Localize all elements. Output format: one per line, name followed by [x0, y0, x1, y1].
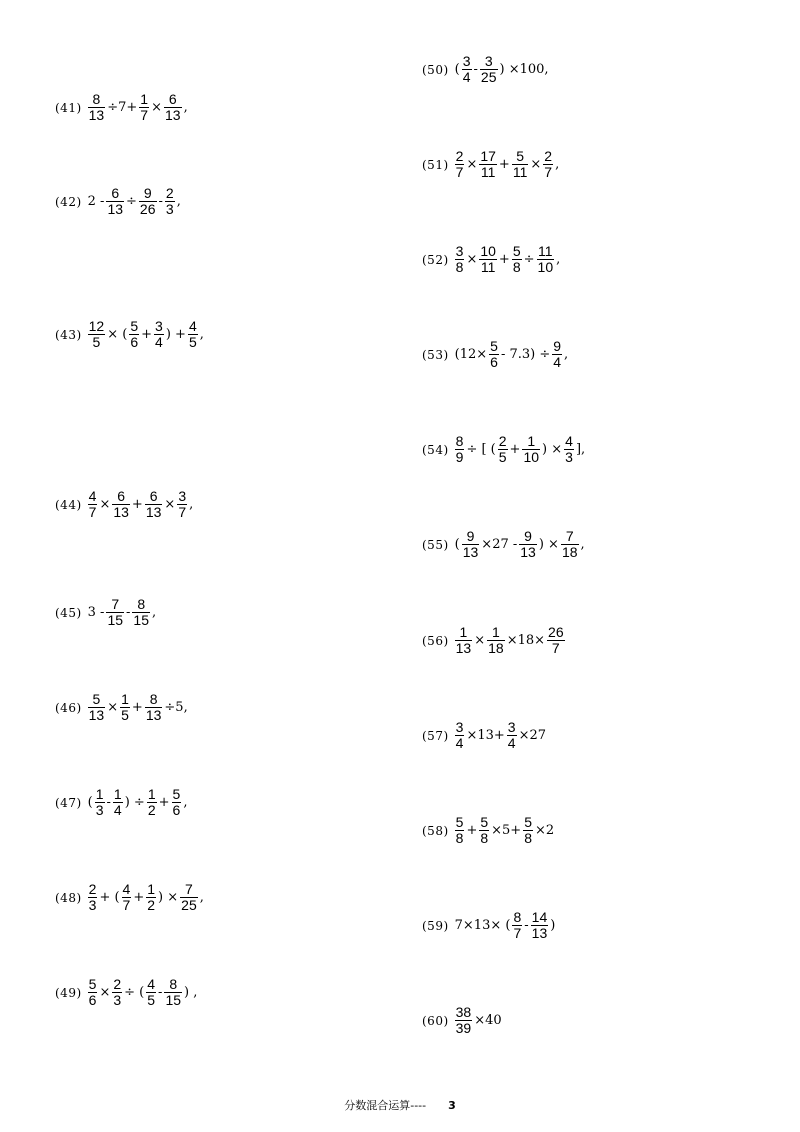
expression-text: ,	[199, 327, 204, 342]
expression-text: ×	[530, 157, 542, 172]
expression-text: -	[126, 605, 131, 620]
problem-58	[422, 815, 555, 846]
numerator: 8	[169, 976, 178, 992]
fraction	[112, 977, 122, 1008]
denominator: 13	[462, 544, 479, 560]
expression-text: ÷7+	[107, 100, 138, 115]
denominator: 15	[133, 612, 149, 628]
denominator: 3	[565, 449, 573, 465]
expression-text: (	[87, 795, 93, 810]
expression-text: -	[158, 194, 163, 209]
expression-text: ×13+	[466, 728, 505, 743]
fraction	[479, 149, 497, 180]
denominator: 10	[523, 449, 540, 465]
expression-text: ×2	[535, 823, 555, 838]
fraction	[519, 529, 537, 560]
problem-number: (57)	[422, 728, 449, 743]
numerator: 2	[544, 148, 553, 164]
fraction	[561, 529, 579, 560]
denominator: 7	[544, 164, 553, 180]
fraction	[512, 910, 522, 941]
fraction	[512, 149, 529, 180]
denominator: 4	[553, 354, 562, 370]
fraction	[531, 910, 549, 941]
fraction	[455, 720, 465, 751]
denominator: 7	[455, 164, 464, 180]
numerator: 5	[92, 691, 101, 707]
expression-text: ,	[556, 252, 561, 267]
denominator: 8	[455, 259, 464, 275]
denominator: 5	[147, 992, 156, 1008]
numerator: 4	[565, 433, 573, 449]
denominator: 25	[181, 897, 197, 913]
denominator: 3	[88, 897, 97, 913]
expression-text: -	[106, 795, 111, 810]
expression-text: ,	[564, 347, 569, 362]
fraction	[455, 434, 465, 465]
expression-text: ×18×	[506, 633, 546, 648]
denominator: 8	[512, 259, 521, 275]
fraction	[564, 434, 574, 465]
problem-number: (46)	[55, 700, 82, 715]
expression-text: ) ×100,	[499, 62, 549, 77]
numerator: 6	[117, 488, 126, 504]
fraction	[498, 434, 508, 465]
page-footer	[0, 1097, 800, 1113]
problem-52	[422, 244, 561, 275]
expression-text: ,	[555, 157, 560, 172]
fraction	[88, 319, 106, 350]
expression-text: ×	[474, 633, 486, 648]
expression-text: ) ×	[538, 537, 559, 552]
fraction	[112, 489, 130, 520]
numerator: 3	[484, 53, 493, 69]
expression-text: +	[509, 442, 521, 457]
problem-51	[422, 149, 560, 180]
fraction	[455, 625, 473, 656]
expression-text: ) ×	[542, 442, 563, 457]
expression-text: ÷ [ (	[466, 442, 496, 457]
problem-45	[55, 597, 157, 628]
expression-text: - 7.3) ÷	[500, 347, 551, 362]
fraction	[522, 434, 540, 465]
numerator: 2	[113, 976, 122, 992]
expression-text: (	[454, 537, 460, 552]
expression-text: ×	[151, 100, 162, 115]
problem-number: (43)	[55, 327, 82, 342]
problem-number: (54)	[422, 442, 449, 457]
fraction	[552, 339, 562, 370]
denominator: 3	[165, 201, 174, 217]
expression-text: ×5+	[491, 823, 522, 838]
page-number: 3	[448, 1099, 456, 1112]
numerator: 2	[88, 881, 97, 897]
footer-title: 分数混合运算----	[344, 1099, 427, 1112]
numerator: 5	[480, 814, 489, 830]
problem-42	[55, 186, 182, 217]
numerator: 4	[122, 881, 131, 897]
numerator: 2	[455, 148, 464, 164]
numerator: 4	[88, 488, 97, 504]
problem-56	[422, 625, 566, 656]
fraction	[180, 882, 198, 913]
problem-number: (52)	[422, 252, 449, 267]
fraction	[146, 882, 156, 913]
denominator: 3	[113, 992, 122, 1008]
numerator: 1	[527, 433, 536, 449]
expression-text: × (	[107, 327, 128, 342]
fraction	[455, 1005, 473, 1036]
numerator: 3	[462, 53, 471, 69]
denominator: 4	[113, 802, 122, 818]
expression-text: ,	[183, 795, 188, 810]
numerator: 4	[147, 976, 156, 992]
denominator: 6	[88, 992, 97, 1008]
numerator: 3	[455, 243, 464, 259]
expression-text: ×	[466, 157, 478, 172]
fraction	[145, 489, 163, 520]
problem-57	[422, 720, 547, 751]
fraction	[547, 625, 565, 656]
numerator: 8	[92, 91, 101, 107]
fraction	[95, 787, 105, 818]
denominator: 13	[113, 504, 129, 520]
problem-41	[55, 92, 189, 123]
denominator: 11	[480, 259, 496, 275]
numerator: 5	[88, 976, 97, 992]
problem-60	[422, 1005, 503, 1036]
numerator: 2	[498, 433, 507, 449]
denominator: 5	[498, 449, 507, 465]
denominator: 6	[172, 802, 181, 818]
fraction	[120, 692, 130, 723]
denominator: 18	[488, 640, 504, 656]
denominator: 13	[107, 201, 124, 217]
expression-text: ,	[199, 890, 204, 905]
problem-number: (59)	[422, 918, 449, 933]
fraction	[512, 244, 522, 275]
numerator: 5	[490, 338, 498, 354]
denominator: 8	[524, 830, 532, 846]
problem-53	[422, 339, 569, 370]
fraction	[479, 244, 497, 275]
expression-text: ÷	[126, 194, 137, 209]
expression-text: ,	[152, 605, 157, 620]
numerator: 1	[140, 91, 149, 107]
fraction	[113, 787, 123, 818]
denominator: 6	[130, 334, 139, 350]
fraction	[523, 815, 533, 846]
problem-44	[55, 489, 194, 520]
expression-text: ,	[580, 537, 585, 552]
denominator: 13	[145, 707, 162, 723]
numerator: 12	[88, 318, 105, 334]
numerator: 1	[95, 786, 104, 802]
problem-55	[422, 529, 586, 560]
numerator: 1	[121, 691, 129, 707]
expression-text: +	[131, 700, 143, 715]
expression-text: ×	[466, 252, 478, 267]
expression-text: -	[473, 62, 478, 77]
expression-text: ) +	[165, 327, 186, 342]
numerator: 8	[137, 596, 146, 612]
problem-48	[55, 882, 205, 913]
fraction	[455, 244, 465, 275]
fraction	[106, 597, 124, 628]
denominator: 13	[88, 107, 105, 123]
numerator: 9	[524, 528, 532, 544]
denominator: 5	[92, 334, 101, 350]
problem-number: (50)	[422, 62, 449, 77]
denominator: 5	[121, 707, 129, 723]
fraction	[172, 787, 182, 818]
denominator: 39	[455, 1020, 472, 1036]
problem-number: (47)	[55, 795, 82, 810]
fraction	[88, 977, 98, 1008]
numerator: 5	[455, 814, 464, 830]
denominator: 2	[147, 897, 156, 913]
numerator: 11	[538, 243, 553, 259]
expression-text: ÷5,	[164, 700, 188, 715]
denominator: 13	[164, 107, 181, 123]
fraction	[154, 319, 164, 350]
fraction	[106, 186, 124, 217]
fraction	[489, 339, 499, 370]
numerator: 10	[480, 243, 496, 259]
expression-text: (12×	[454, 347, 488, 362]
problem-54	[422, 434, 586, 465]
numerator: 1	[492, 624, 500, 640]
numerator: 3	[178, 488, 187, 504]
fraction	[480, 54, 498, 85]
expression-text: +	[498, 157, 510, 172]
denominator: 7	[178, 504, 187, 520]
denominator: 5	[188, 334, 197, 350]
fraction	[164, 977, 182, 1008]
numerator: 1	[147, 881, 156, 897]
numerator: 1	[113, 786, 122, 802]
problem-49	[55, 977, 198, 1008]
numerator: 3	[155, 318, 163, 334]
expression-text: ,	[183, 100, 188, 115]
expression-text: +	[498, 252, 510, 267]
fraction	[543, 149, 553, 180]
problem-50	[422, 54, 550, 85]
numerator: 2	[165, 185, 174, 201]
fraction	[122, 882, 132, 913]
expression-text: ,	[176, 194, 181, 209]
problem-number: (48)	[55, 890, 82, 905]
expression-text: ],	[575, 442, 586, 457]
denominator: 7	[140, 107, 149, 123]
denominator: 11	[480, 164, 496, 180]
numerator: 8	[455, 433, 464, 449]
numerator: 3	[507, 719, 516, 735]
expression-text: +	[133, 890, 145, 905]
denominator: 13	[455, 640, 472, 656]
expression-text: ×	[99, 985, 111, 1000]
expression-text: ) ,	[184, 985, 198, 1000]
problem-number: (45)	[55, 605, 82, 620]
denominator: 15	[107, 612, 124, 628]
denominator: 13	[145, 504, 162, 520]
denominator: 26	[139, 201, 156, 217]
numerator: 6	[149, 488, 158, 504]
numerator: 9	[466, 528, 475, 544]
denominator: 9	[455, 449, 464, 465]
expression-text: -	[524, 918, 529, 933]
expression-text: ×	[99, 497, 111, 512]
expression-text: ) ÷	[124, 795, 145, 810]
fraction	[88, 92, 106, 123]
numerator: 5	[516, 148, 524, 164]
denominator: 4	[462, 69, 471, 85]
fraction	[139, 186, 157, 217]
denominator: 4	[507, 735, 516, 751]
expression-text: ×27	[518, 728, 546, 743]
problem-46	[55, 692, 189, 723]
denominator: 7	[551, 640, 560, 656]
expression-text: 7×13× (	[454, 918, 511, 933]
expression-text: +	[131, 497, 143, 512]
expression-text: ×40	[474, 1013, 502, 1028]
problem-number: (53)	[422, 347, 449, 362]
denominator: 15	[165, 992, 182, 1008]
problem-number: (56)	[422, 633, 449, 648]
numerator: 6	[111, 185, 120, 201]
denominator: 3	[95, 802, 104, 818]
numerator: 5	[524, 814, 532, 830]
fraction	[132, 597, 150, 628]
fraction	[88, 882, 98, 913]
expression-text: ÷	[523, 252, 535, 267]
denominator: 2	[147, 802, 156, 818]
problem-number: (49)	[55, 985, 82, 1000]
fraction	[462, 529, 480, 560]
expression-text: -	[158, 985, 163, 1000]
denominator: 7	[88, 504, 97, 520]
expression-text: ,	[189, 497, 194, 512]
numerator: 8	[513, 909, 522, 925]
numerator: 17	[480, 148, 496, 164]
denominator: 13	[88, 707, 105, 723]
fraction	[177, 489, 187, 520]
expression-text: ×	[164, 497, 176, 512]
problem-number: (51)	[422, 157, 449, 172]
numerator: 7	[111, 596, 120, 612]
denominator: 8	[480, 830, 489, 846]
denominator: 11	[512, 164, 528, 180]
problem-number: (55)	[422, 537, 449, 552]
fraction	[164, 92, 182, 123]
fraction	[462, 54, 472, 85]
fraction	[146, 977, 156, 1008]
denominator: 7	[513, 925, 522, 941]
denominator: 18	[561, 544, 578, 560]
numerator: 5	[130, 318, 139, 334]
denominator: 6	[490, 354, 498, 370]
fraction	[455, 149, 465, 180]
expression-text: 2 -	[87, 194, 105, 209]
fraction	[88, 489, 98, 520]
fraction	[507, 720, 517, 751]
numerator: 6	[168, 91, 177, 107]
numerator: 1	[147, 786, 156, 802]
problem-59	[422, 910, 556, 941]
numerator: 26	[548, 624, 564, 640]
numerator: 7	[565, 528, 574, 544]
problem-number: (58)	[422, 823, 449, 838]
numerator: 38	[455, 1004, 472, 1020]
expression-text: +	[158, 795, 170, 810]
expression-text: +	[466, 823, 478, 838]
denominator: 10	[537, 259, 554, 275]
fraction	[88, 692, 106, 723]
expression-text: 3 -	[87, 605, 105, 620]
denominator: 4	[155, 334, 163, 350]
problem-number: (41)	[55, 100, 82, 115]
fraction	[487, 625, 505, 656]
problem-number: (44)	[55, 497, 82, 512]
denominator: 7	[122, 897, 131, 913]
numerator: 7	[185, 881, 193, 897]
numerator: 4	[188, 318, 197, 334]
denominator: 13	[531, 925, 548, 941]
fraction	[165, 186, 175, 217]
expression-text: ×27 -	[481, 537, 518, 552]
numerator: 5	[512, 243, 521, 259]
problem-47	[55, 787, 188, 818]
problem-number: (60)	[422, 1013, 449, 1028]
denominator: 13	[520, 544, 536, 560]
denominator: 25	[480, 69, 497, 85]
denominator: 4	[455, 735, 464, 751]
problem-43	[55, 319, 205, 350]
numerator: 3	[455, 719, 464, 735]
expression-text: ÷ (	[124, 985, 145, 1000]
fraction	[537, 244, 555, 275]
numerator: 9	[143, 185, 152, 201]
numerator: 9	[553, 338, 562, 354]
fraction	[145, 692, 163, 723]
numerator: 1	[459, 624, 468, 640]
fraction	[455, 815, 465, 846]
denominator: 8	[455, 830, 464, 846]
fraction	[479, 815, 489, 846]
expression-text: ×	[107, 700, 119, 715]
fraction	[139, 92, 149, 123]
fraction	[188, 319, 198, 350]
expression-text: +	[141, 327, 153, 342]
expression-text: )	[550, 918, 556, 933]
numerator: 8	[149, 691, 158, 707]
expression-text: (	[454, 62, 460, 77]
numerator: 14	[531, 909, 548, 925]
fraction	[129, 319, 139, 350]
numerator: 5	[172, 786, 181, 802]
expression-text: + (	[99, 890, 120, 905]
expression-text: ) ×	[158, 890, 179, 905]
fraction	[147, 787, 157, 818]
problem-number: (42)	[55, 194, 82, 209]
